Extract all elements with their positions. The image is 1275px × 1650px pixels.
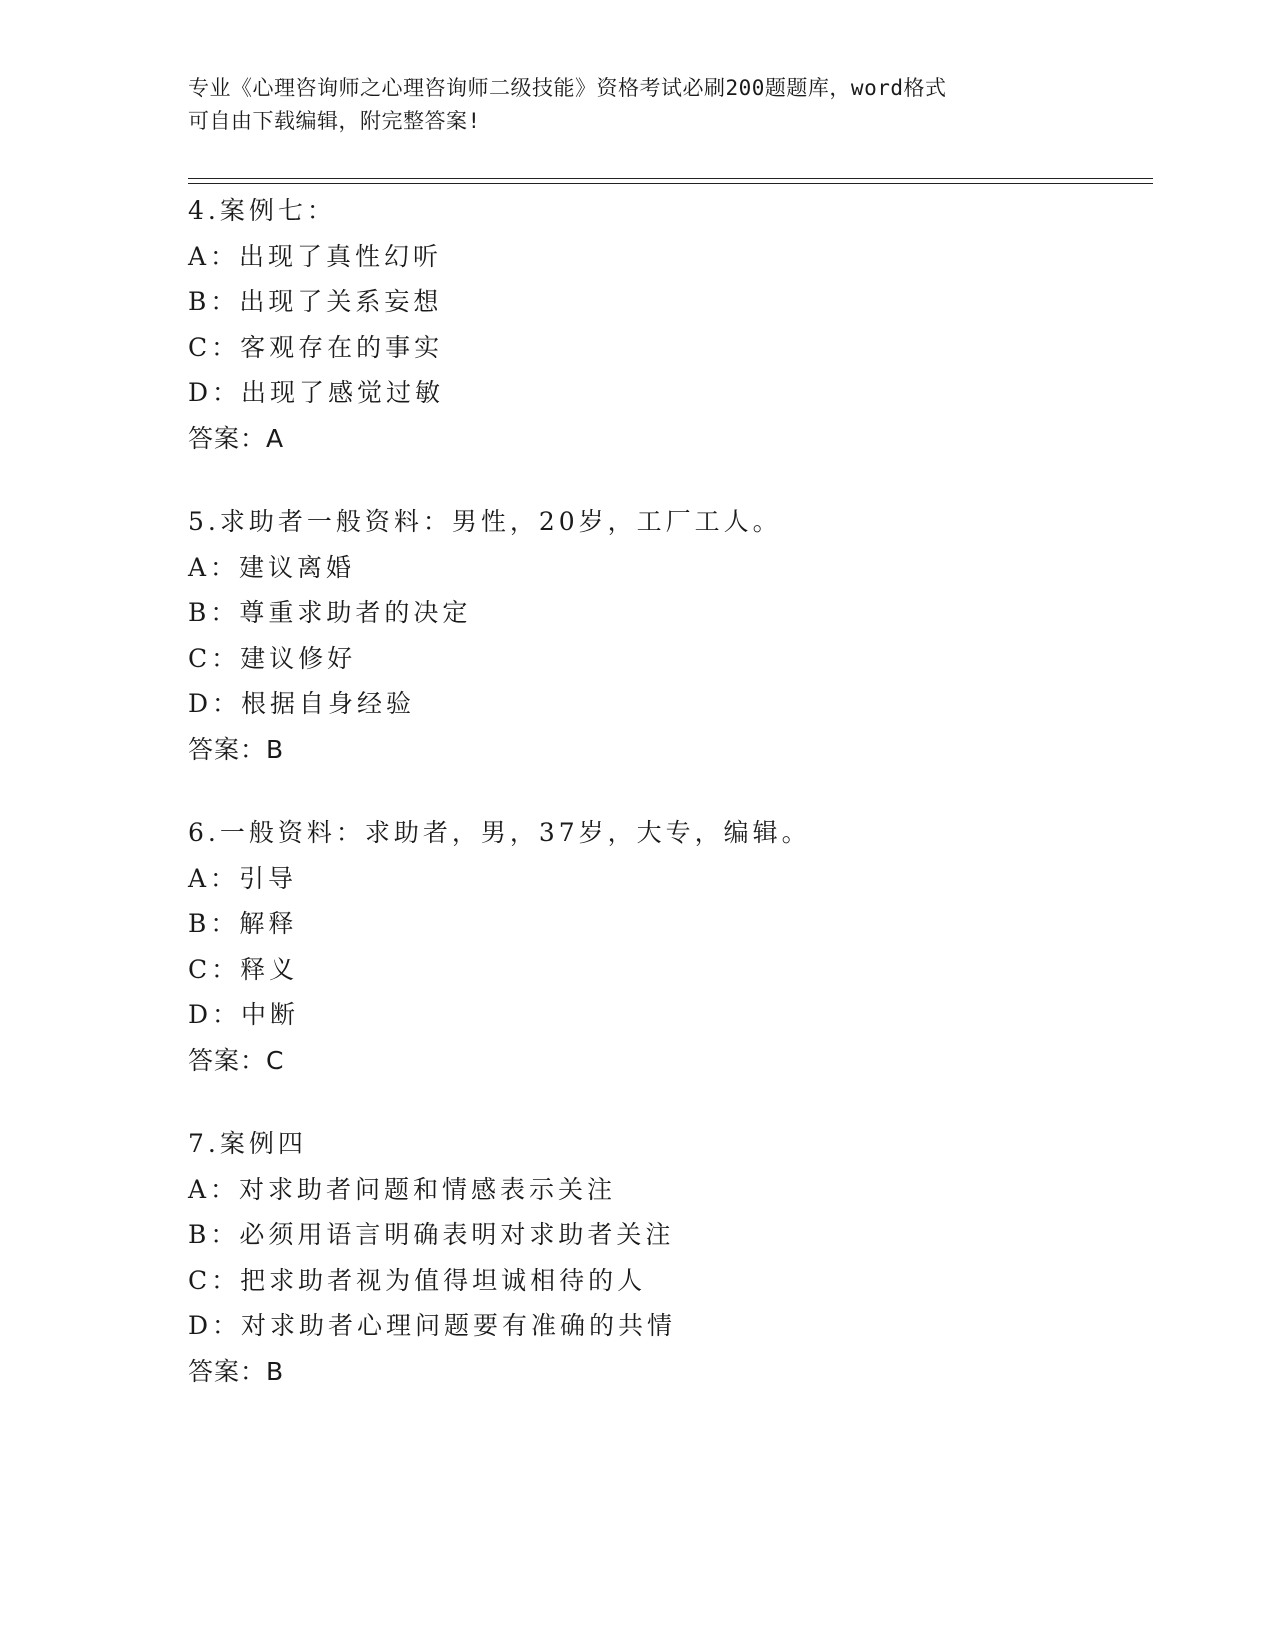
option-a: A：引导 (188, 863, 298, 893)
option-d: D：中断 (188, 1000, 300, 1029)
option-c: C：释义 (188, 954, 299, 984)
option-d: D：出现了感觉过敏 (188, 378, 445, 407)
option-d: D：对求助者心理问题要有准确的共情 (188, 1311, 677, 1340)
header-line-2: 可自由下载编辑，附完整答案! (188, 109, 481, 133)
option-b: B：尊重求助者的决定 (188, 598, 472, 627)
question-title: 4.案例七： (188, 196, 336, 225)
option-b: B：解释 (188, 909, 298, 938)
option-c: C：建议修好 (188, 643, 357, 673)
header-divider-bottom (188, 183, 1153, 184)
option-a: A：出现了真性幻听 (188, 241, 443, 271)
header-divider-top (188, 178, 1153, 179)
option-d: D：根据自身经验 (188, 689, 416, 718)
option-c: C：把求助者视为值得坦诚相待的人 (188, 1265, 647, 1295)
option-c: C：客观存在的事实 (188, 332, 444, 362)
question-block (188, 1121, 1148, 1394)
question-block (188, 188, 1148, 461)
option-a: A：建议离婚 (188, 552, 356, 582)
answer-line: 答案：B (188, 1356, 285, 1386)
option-b: B：必须用语言明确表明对求助者关注 (188, 1220, 675, 1249)
question-block (188, 810, 1148, 1083)
question-title: 5.求助者一般资料：男性，20岁，工厂工人。 (188, 507, 782, 536)
answer-line: 答案：C (188, 1045, 285, 1075)
answer-line: 答案：A (188, 423, 285, 453)
header-line-1: 专业《心理咨询师之心理咨询师二级技能》资格考试必刷200题题库，word格式 (188, 76, 947, 100)
document-header (188, 72, 1088, 138)
option-a: A：对求助者问题和情感表示关注 (188, 1174, 617, 1204)
question-title: 7.案例四 (188, 1129, 307, 1158)
question-list (188, 188, 1148, 1432)
question-title: 6.一般资料：求助者，男，37岁，大专，编辑。 (188, 818, 811, 847)
option-b: B：出现了关系妄想 (188, 287, 443, 316)
question-block (188, 499, 1148, 772)
answer-line: 答案：B (188, 734, 285, 764)
